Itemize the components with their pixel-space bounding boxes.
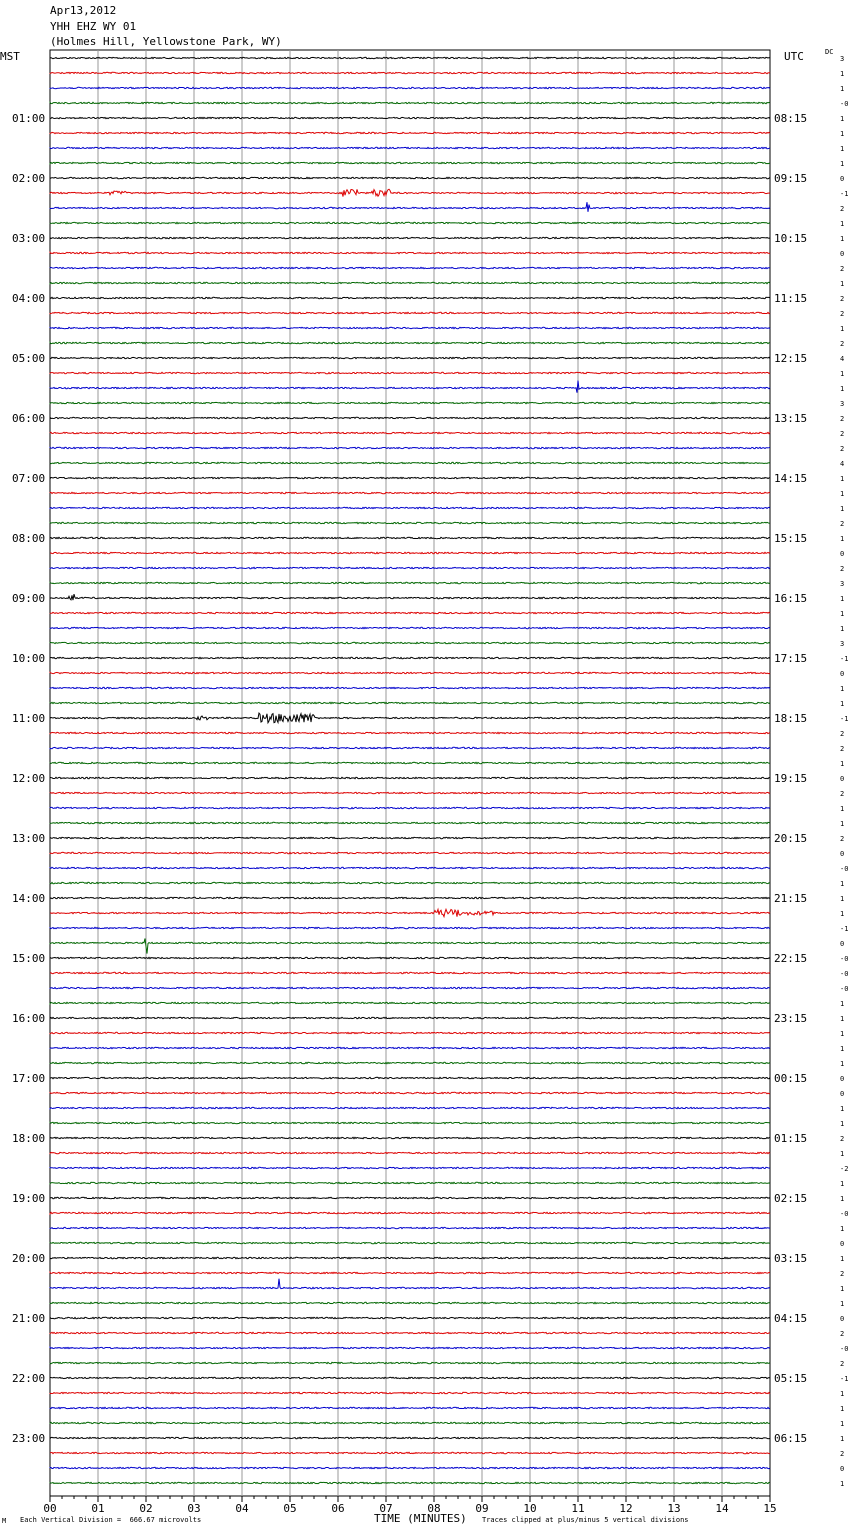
seismic-trace	[50, 267, 770, 268]
dc-offset-label: 1	[840, 475, 845, 483]
dc-offset-label: 1	[840, 1285, 845, 1293]
left-hour-label: 21:00	[12, 1312, 46, 1325]
left-zone-label: MST	[0, 50, 20, 63]
x-axis-title: TIME (MINUTES)	[374, 1512, 467, 1525]
right-hour-label: 14:15	[774, 472, 808, 485]
seismic-trace	[50, 432, 770, 433]
seismic-trace	[50, 1467, 770, 1468]
seismic-trace	[50, 1152, 770, 1153]
x-tick-label: 07	[379, 1502, 393, 1515]
seismic-trace	[50, 1167, 770, 1168]
seismic-trace	[50, 102, 770, 103]
seismic-trace	[50, 987, 770, 988]
dc-offset-label: 1	[840, 70, 845, 78]
seismic-trace	[50, 732, 770, 733]
right-hour-label: 09:15	[774, 172, 808, 185]
dc-offset-label: 1	[840, 1255, 845, 1263]
seismic-trace	[50, 807, 770, 808]
seismic-trace	[50, 837, 770, 838]
dc-offset-label: 1	[840, 700, 845, 708]
right-hour-label: 21:15	[774, 892, 808, 905]
dc-offset-label: 0	[840, 1240, 845, 1248]
left-hour-label: 05:00	[12, 352, 46, 365]
right-hour-label: 20:15	[774, 832, 808, 845]
dc-offset-label: -1	[840, 190, 849, 198]
dc-offset-label: 2	[840, 1330, 845, 1338]
dc-offset-label: 1	[840, 1300, 845, 1308]
dc-offset-label: 1	[840, 1120, 845, 1128]
right-hour-label: 00:15	[774, 1072, 808, 1085]
seismic-trace	[50, 1317, 770, 1318]
right-hour-label: 01:15	[774, 1132, 808, 1145]
right-hour-label: 23:15	[774, 1012, 808, 1025]
seismic-trace	[50, 522, 770, 523]
left-hour-label: 07:00	[12, 472, 46, 485]
seismic-trace	[50, 927, 770, 928]
dc-offset-label: 1	[840, 880, 845, 888]
dc-offset-label: 2	[840, 1360, 845, 1368]
dc-offset-label: 1	[840, 895, 845, 903]
dc-offset-label: 1	[840, 220, 845, 228]
seismic-trace	[50, 177, 770, 178]
dc-offset-label: 0	[840, 775, 845, 783]
dc-offset-label: 4	[840, 355, 845, 363]
seismic-trace	[50, 537, 770, 538]
dc-offset-label: 2	[840, 1450, 845, 1458]
left-hour-label: 22:00	[12, 1372, 46, 1385]
left-hour-label: 12:00	[12, 772, 46, 785]
dc-offset-label: 1	[840, 1480, 845, 1488]
left-hour-label: 08:00	[12, 532, 46, 545]
dc-offset-label: -0	[840, 970, 849, 978]
seismic-trace	[50, 507, 770, 508]
left-hour-label: 11:00	[12, 712, 46, 725]
seismic-trace	[50, 381, 770, 393]
seismic-trace	[50, 1272, 770, 1273]
dc-offset-label: 1	[840, 1105, 845, 1113]
dc-offset-label: -0	[840, 100, 849, 108]
seismic-trace	[50, 1032, 770, 1033]
left-hour-label: 16:00	[12, 1012, 46, 1025]
seismic-trace	[50, 1302, 770, 1303]
dc-offset-label: 1	[840, 385, 845, 393]
right-hour-label: 15:15	[774, 532, 808, 545]
seismic-trace	[50, 492, 770, 493]
x-tick-label: 10	[523, 1502, 537, 1515]
seismic-trace	[50, 132, 770, 133]
dc-offset-label: 0	[840, 550, 845, 558]
dc-offset-label: 1	[840, 1180, 845, 1188]
dc-offset-label: 1	[840, 325, 845, 333]
dc-offset-label: 2	[840, 340, 845, 348]
dc-offset-label: 0	[840, 1465, 845, 1473]
seismic-trace	[50, 1107, 770, 1108]
left-hour-label: 20:00	[12, 1252, 46, 1265]
seismic-trace	[50, 1197, 770, 1198]
left-hour-label: 23:00	[12, 1432, 46, 1445]
seismic-trace	[50, 222, 770, 223]
seismic-trace	[50, 909, 770, 916]
seismic-trace	[50, 567, 770, 568]
seismic-trace	[50, 447, 770, 448]
right-hour-label: 04:15	[774, 1312, 808, 1325]
dc-offset-label: 0	[840, 1090, 845, 1098]
seismic-trace	[50, 972, 770, 973]
left-hour-label: 06:00	[12, 412, 46, 425]
seismic-trace	[50, 237, 770, 238]
dc-offset-label: 1	[840, 595, 845, 603]
seismic-trace	[50, 957, 770, 958]
dc-offset-label: 1	[840, 685, 845, 693]
clip-text: Traces clipped at plus/minus 5 vertical divisions	[482, 1516, 689, 1524]
dc-offset-label: -0	[840, 955, 849, 963]
dc-offset-label: 2	[840, 730, 845, 738]
seismic-trace	[50, 1122, 770, 1123]
seismic-trace	[50, 762, 770, 763]
dc-offset-label: 3	[840, 640, 845, 648]
seismic-trace	[50, 852, 770, 853]
dc-offset-label: 1	[840, 490, 845, 498]
seismic-trace	[50, 282, 770, 283]
dc-offset-label: 1	[840, 115, 845, 123]
seismic-trace	[50, 297, 770, 298]
seismic-trace	[50, 1002, 770, 1003]
dc-offset-label: -0	[840, 985, 849, 993]
dc-offset-label: 0	[840, 670, 845, 678]
dc-offset-label: 1	[840, 1150, 845, 1158]
header-date: Apr13,2012	[50, 4, 117, 17]
seismic-trace	[50, 822, 770, 823]
seismic-trace	[50, 162, 770, 163]
left-hour-label: 14:00	[12, 892, 46, 905]
dc-offset-label: 1	[840, 235, 845, 243]
seismic-trace	[50, 672, 770, 673]
dc-offset-label: 1	[840, 805, 845, 813]
seismic-trace	[50, 612, 770, 613]
dc-offset-label: -0	[840, 865, 849, 873]
right-hour-label: 11:15	[774, 292, 808, 305]
right-hour-label: 13:15	[774, 412, 808, 425]
dc-offset-label: -1	[840, 925, 849, 933]
dc-offset-label: 1	[840, 370, 845, 378]
seismic-trace	[50, 72, 770, 73]
left-hour-label: 13:00	[12, 832, 46, 845]
seismic-trace	[50, 1182, 770, 1183]
scale-mark: M	[2, 1517, 7, 1525]
right-hour-label: 06:15	[774, 1432, 808, 1445]
seismic-trace	[50, 312, 770, 313]
seismic-trace	[50, 627, 770, 628]
dc-offset-label: 1	[840, 1420, 845, 1428]
dc-offset-label: 1	[840, 85, 845, 93]
x-tick-label: 03	[187, 1502, 201, 1515]
seismic-trace	[50, 1077, 770, 1078]
seismic-trace	[50, 1422, 770, 1423]
x-tick-label: 06	[331, 1502, 345, 1515]
dc-offset-label: -1	[840, 1375, 849, 1383]
left-hour-label: 10:00	[12, 652, 46, 665]
x-tick-label: 14	[715, 1502, 729, 1515]
dc-offset-label: 1	[840, 535, 845, 543]
dc-offset-label: 2	[840, 295, 845, 303]
right-hour-label: 18:15	[774, 712, 808, 725]
seismic-trace	[50, 327, 770, 328]
dc-offset-label: 0	[840, 940, 845, 948]
seismic-trace	[50, 1227, 770, 1228]
x-tick-label: 13	[667, 1502, 681, 1515]
dc-offset-label: -1	[840, 655, 849, 663]
seismic-trace	[50, 1347, 770, 1348]
dc-offset-label: 1	[840, 1225, 845, 1233]
seismic-trace	[50, 1047, 770, 1048]
seismic-trace	[50, 713, 770, 723]
dc-offset-label: 2	[840, 265, 845, 273]
left-hour-label: 17:00	[12, 1072, 46, 1085]
seismic-trace	[50, 1452, 770, 1453]
x-tick-label: 01	[91, 1502, 105, 1515]
left-hour-label: 03:00	[12, 232, 46, 245]
right-hour-label: 19:15	[774, 772, 808, 785]
seismic-trace	[50, 939, 770, 954]
seismic-trace	[50, 252, 770, 253]
seismic-trace	[50, 1137, 770, 1138]
x-tick-label: 12	[619, 1502, 633, 1515]
dc-offset-label: 1	[840, 1015, 845, 1023]
left-hour-label: 01:00	[12, 112, 46, 125]
header-station: YHH EHZ WY 01	[50, 20, 137, 33]
seismic-trace	[50, 882, 770, 883]
dc-offset-label: 2	[840, 1270, 845, 1278]
dc-offset-label: 2	[840, 520, 845, 528]
seismic-trace	[50, 747, 770, 748]
right-hour-label: 16:15	[774, 592, 808, 605]
right-hour-label: 12:15	[774, 352, 808, 365]
right-hour-label: 17:15	[774, 652, 808, 665]
seismic-trace	[50, 1092, 770, 1093]
dc-offset-label: 1	[840, 1045, 845, 1053]
dc-offset-label: 1	[840, 760, 845, 768]
header-location: (Holmes Hill, Yellowstone Park, WY)	[50, 35, 282, 48]
seismic-trace	[50, 87, 770, 88]
seismic-trace	[50, 147, 770, 148]
right-hour-label: 03:15	[774, 1252, 808, 1265]
x-tick-label: 15	[763, 1502, 777, 1515]
dc-offset-label: 1	[840, 910, 845, 918]
seismic-trace	[50, 1362, 770, 1363]
dc-offset-label: 2	[840, 745, 845, 753]
dc-offset-label: 1	[840, 625, 845, 633]
x-tick-label: 08	[427, 1502, 441, 1515]
dc-offset-label: 4	[840, 460, 845, 468]
left-hour-label: 04:00	[12, 292, 46, 305]
dc-offset-label: 2	[840, 310, 845, 318]
right-zone-label: UTC	[784, 50, 804, 63]
dc-offset-label: 1	[840, 505, 845, 513]
dc-offset-label: 1	[840, 130, 845, 138]
seismic-trace	[50, 1062, 770, 1063]
seismic-trace	[50, 552, 770, 553]
right-hour-label: 22:15	[774, 952, 808, 965]
seismic-trace	[50, 462, 770, 463]
seismic-trace	[50, 477, 770, 478]
dc-offset-label: 1	[840, 820, 845, 828]
seismic-trace	[50, 1257, 770, 1258]
x-tick-label: 05	[283, 1502, 297, 1515]
dc-offset-label: -0	[840, 1345, 849, 1353]
right-hour-label: 08:15	[774, 112, 808, 125]
seismic-trace	[50, 1017, 770, 1018]
seismic-trace	[50, 777, 770, 778]
dc-offset-label: 1	[840, 280, 845, 288]
seismic-trace	[50, 867, 770, 868]
dc-offset-label: 0	[840, 850, 845, 858]
seismic-trace	[50, 1482, 770, 1483]
seismic-trace	[50, 1279, 770, 1289]
right-hour-label: 02:15	[774, 1192, 808, 1205]
seismic-trace	[50, 594, 770, 600]
x-tick-label: 11	[571, 1502, 585, 1515]
seismic-trace	[50, 1392, 770, 1393]
seismic-trace	[50, 582, 770, 583]
seismic-trace	[50, 1212, 770, 1213]
dc-label: DC	[825, 48, 834, 56]
left-hour-label: 02:00	[12, 172, 46, 185]
dc-offset-label: 0	[840, 175, 845, 183]
dc-offset-label: 2	[840, 835, 845, 843]
dc-offset-label: 2	[840, 790, 845, 798]
x-tick-label: 04	[235, 1502, 249, 1515]
dc-offset-label: 0	[840, 250, 845, 258]
seismic-trace	[50, 792, 770, 793]
seismic-trace	[50, 702, 770, 703]
dc-offset-label: 1	[840, 1060, 845, 1068]
dc-offset-label: 3	[840, 55, 845, 63]
dc-offset-label: 1	[840, 1030, 845, 1038]
x-tick-label: 02	[139, 1502, 153, 1515]
dc-offset-label: 2	[840, 1135, 845, 1143]
seismic-trace	[50, 897, 770, 898]
dc-offset-label: 1	[840, 1405, 845, 1413]
dc-offset-label: 2	[840, 445, 845, 453]
dc-offset-label: 3	[840, 580, 845, 588]
seismic-trace	[50, 1332, 770, 1333]
seismic-trace	[50, 342, 770, 343]
scale-text: Each Vertical Division = 666.67 microvolts	[20, 1516, 202, 1524]
seismic-trace	[50, 202, 770, 212]
seismic-trace	[50, 687, 770, 688]
left-hour-label: 18:00	[12, 1132, 46, 1145]
dc-offset-label: 1	[840, 1195, 845, 1203]
dc-offset-label: -1	[840, 715, 849, 723]
dc-offset-label: 0	[840, 1075, 845, 1083]
seismic-trace	[50, 1407, 770, 1408]
dc-offset-label: 2	[840, 430, 845, 438]
dc-offset-label: 2	[840, 565, 845, 573]
seismic-trace	[50, 1437, 770, 1438]
left-hour-label: 09:00	[12, 592, 46, 605]
dc-offset-label: -0	[840, 1210, 849, 1218]
seismic-trace	[50, 57, 770, 58]
dc-offset-label: 1	[840, 1435, 845, 1443]
seismic-trace	[50, 402, 770, 403]
plot-frame	[50, 50, 770, 1496]
seismic-trace	[50, 657, 770, 658]
seismic-trace	[50, 1242, 770, 1243]
dc-offset-label: -2	[840, 1165, 849, 1173]
seismic-trace	[50, 1377, 770, 1378]
dc-offset-label: 1	[840, 610, 845, 618]
seismic-trace	[50, 417, 770, 418]
seismic-trace	[50, 642, 770, 643]
x-tick-label: 09	[475, 1502, 489, 1515]
seismic-trace	[50, 357, 770, 358]
dc-offset-label: 2	[840, 415, 845, 423]
left-hour-label: 19:00	[12, 1192, 46, 1205]
dc-offset-label: 2	[840, 205, 845, 213]
x-tick-label: 00	[43, 1502, 57, 1515]
dc-offset-label: 1	[840, 160, 845, 168]
dc-offset-label: 1	[840, 1390, 845, 1398]
seismic-trace	[50, 372, 770, 373]
dc-offset-label: 3	[840, 400, 845, 408]
right-hour-label: 10:15	[774, 232, 808, 245]
left-hour-label: 15:00	[12, 952, 46, 965]
dc-offset-label: 0	[840, 1315, 845, 1323]
right-hour-label: 05:15	[774, 1372, 808, 1385]
seismic-trace	[50, 117, 770, 118]
seismic-trace	[50, 189, 770, 196]
dc-offset-label: 1	[840, 145, 845, 153]
dc-offset-label: 1	[840, 1000, 845, 1008]
